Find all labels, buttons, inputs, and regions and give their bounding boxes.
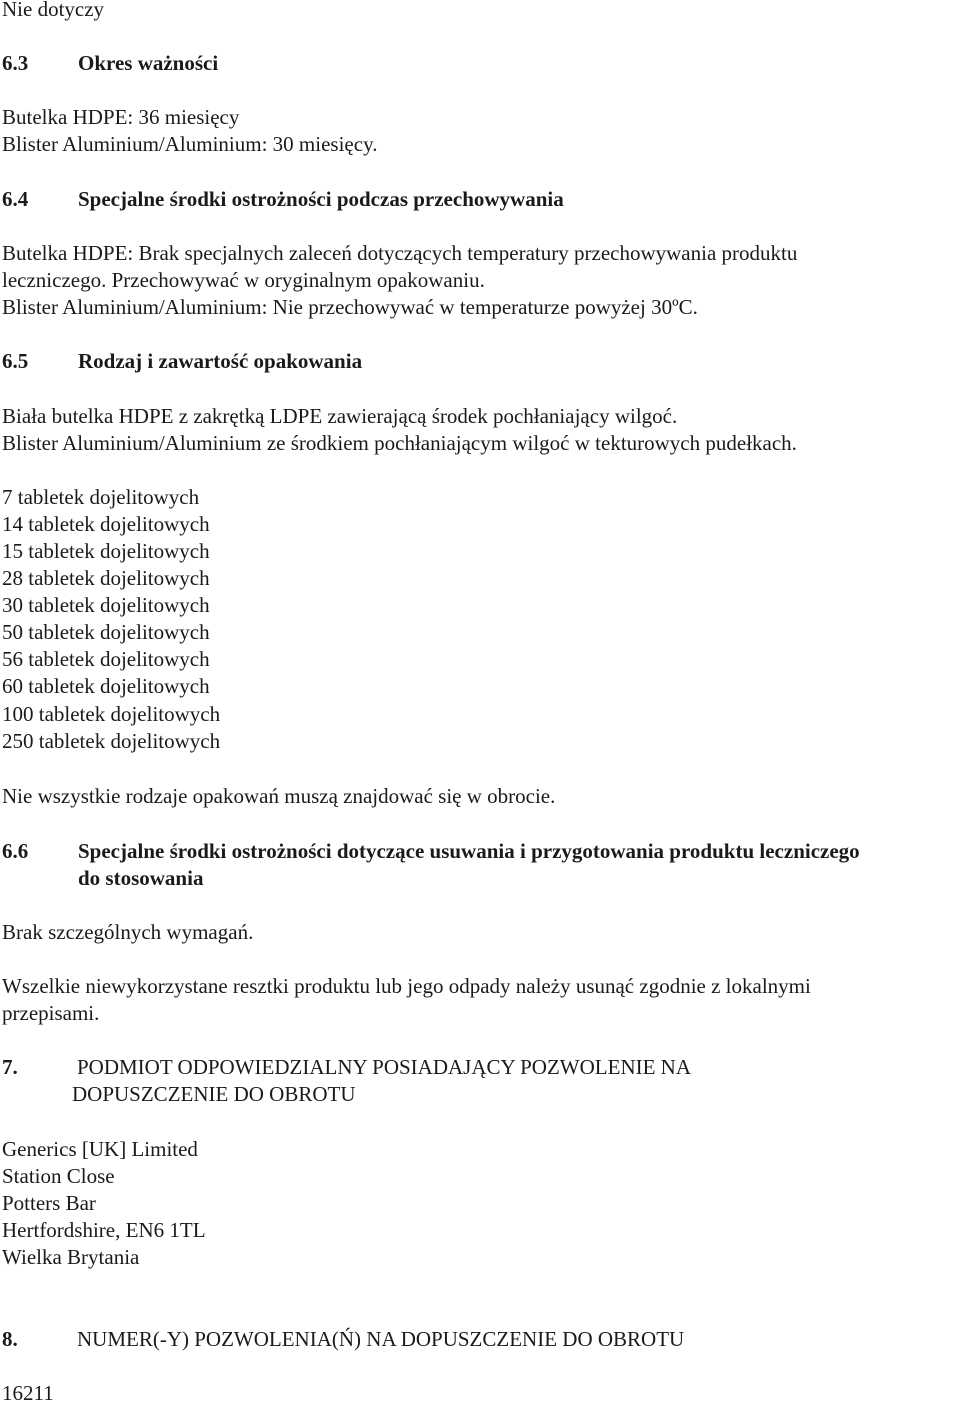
pack-size-item: 15 tabletek dojelitowych (2, 539, 210, 563)
pack-size-item: 56 tabletek dojelitowych (2, 647, 210, 671)
section-title: Specjalne środki ostrożności podczas przechowywania (78, 187, 564, 211)
section-title: NUMER(-Y) POZWOLENIA(Ń) NA DOPUSZCZENIE DO OBROTU (77, 1327, 685, 1351)
section-6-4-heading (2, 186, 564, 213)
section-6-5-heading (2, 348, 362, 375)
pack-size-item: 60 tabletek dojelitowych (2, 674, 210, 698)
authorisation-number: 16211 (2, 1381, 54, 1405)
address-line: Station Close (2, 1164, 115, 1188)
storage-text-line-2: leczniczego. Przechowywać w oryginalnym opakowaniu. (2, 268, 485, 292)
section-number: 6.5 (2, 349, 29, 373)
section-number: 8. (2, 1327, 18, 1351)
section-title: PODMIOT ODPOWIEDZIALNY POSIADAJĄCY POZWOLENIE NA (77, 1055, 692, 1079)
section-number: 6.4 (2, 187, 29, 211)
pack-size-item: 7 tabletek dojelitowych (2, 485, 200, 509)
address-line: Wielka Brytania (2, 1245, 140, 1269)
address-line: Hertfordshire, EN6 1TL (2, 1218, 206, 1242)
container-text-line-2: Blister Aluminium/Aluminium ze środkiem pochłaniającym wilgoć w tekturowych pudełkach. (2, 431, 797, 455)
section-7-heading (2, 1054, 691, 1081)
pack-size-item: 28 tabletek dojelitowych (2, 566, 210, 590)
disposal-text-2: Wszelkie niewykorzystane resztki produktu lub jego odpady należy usunąć zgodnie z lokalnymi (2, 974, 811, 998)
container-text-line-1: Biała butelka HDPE z zakrętką LDPE zawierającą środek pochłaniający wilgoć. (2, 404, 678, 428)
section-number: 6.3 (2, 51, 29, 75)
section-8-heading (2, 1326, 684, 1353)
disposal-text-3: przepisami. (2, 1001, 100, 1025)
address-line: Potters Bar (2, 1191, 96, 1215)
pack-size-item: 250 tabletek dojelitowych (2, 729, 221, 753)
section-title: Rodzaj i zawartość opakowania (78, 349, 363, 373)
shelf-life-blister: Blister Aluminium/Aluminium: 30 miesięcy. (2, 132, 378, 156)
not-applicable-text: Nie dotyczy (2, 0, 105, 21)
section-number: 7. (2, 1055, 18, 1079)
storage-text-line-3: Blister Aluminium/Aluminium: Nie przechowywać w temperaturze powyżej 30ºC. (2, 295, 698, 319)
pack-size-item: 30 tabletek dojelitowych (2, 593, 210, 617)
pack-size-item: 100 tabletek dojelitowych (2, 702, 221, 726)
pack-availability-note: Nie wszystkie rodzaje opakowań muszą znajdować się w obrocie. (2, 784, 556, 808)
section-6-6-heading (2, 838, 860, 865)
section-title: Okres ważności (78, 51, 219, 75)
address-line: Generics [UK] Limited (2, 1137, 198, 1161)
pack-size-item: 50 tabletek dojelitowych (2, 620, 210, 644)
disposal-text-1: Brak szczególnych wymagań. (2, 920, 254, 944)
section-6-3-heading (2, 50, 218, 77)
section-title: Specjalne środki ostrożności dotyczące usuwania i przygotowania produktu leczniczego (78, 839, 860, 863)
section-number: 6.6 (2, 839, 29, 863)
pack-size-item: 14 tabletek dojelitowych (2, 512, 210, 536)
section-6-6-heading-cont: do stosowania (78, 866, 204, 890)
section-7-heading-cont: DOPUSZCZENIE DO OBROTU (72, 1082, 356, 1106)
shelf-life-bottle: Butelka HDPE: 36 miesięcy (2, 105, 240, 129)
storage-text-line-1: Butelka HDPE: Brak specjalnych zaleceń dotyczących temperatury przechowywania produktu (2, 241, 798, 265)
